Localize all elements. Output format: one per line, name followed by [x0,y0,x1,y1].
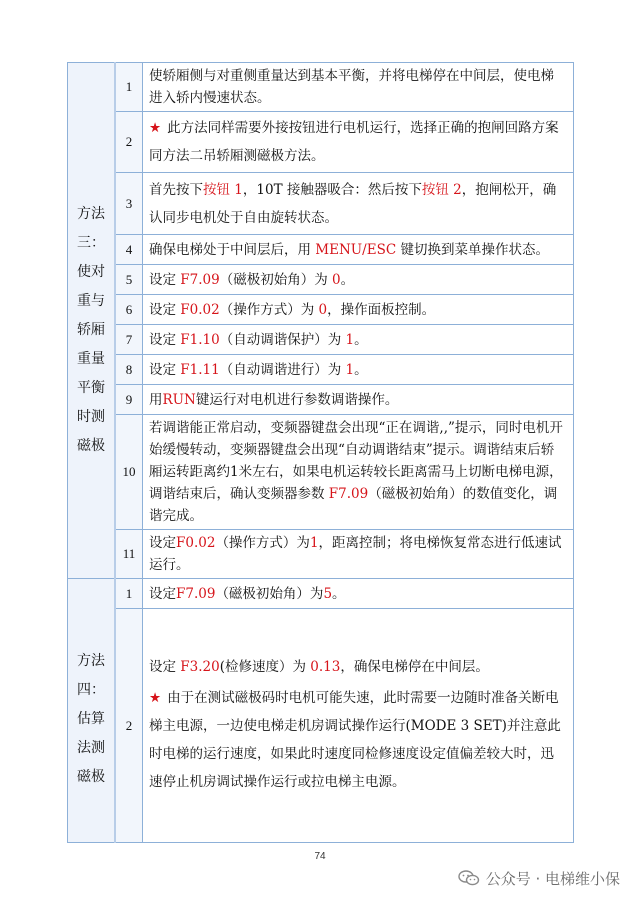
page-number: 74 [314,851,326,862]
body-text: （操作方式）为 [219,301,319,318]
table-row [68,415,574,530]
paragraph [149,656,567,678]
highlight-text: F7.09 [328,486,369,502]
table-row [68,579,574,609]
table-row [68,385,574,415]
table-row [68,530,574,579]
body-text: ，操作面板控制。 [327,301,436,318]
step-text [143,295,574,325]
highlight-text: F3.20 [180,658,220,675]
body-text: 首先按下 [149,181,203,198]
highlight-text: 5 [323,585,333,602]
body-text: 设定 [149,658,181,675]
body-text: 键运行对电机进行参数调谐操作。 [195,391,399,408]
body-text: 。 [354,331,368,348]
table-row [68,235,574,265]
highlight-text: 1 [309,535,319,551]
table-row [68,265,574,295]
body-text: 。 [354,361,368,378]
step-text [143,325,574,355]
highlight-text: F1.11 [180,361,220,378]
body-text: ，确保电梯停在中间层。 [340,658,489,675]
highlight-text: F1.10 [180,331,220,348]
step-text [143,235,574,265]
step-number: 10 [115,415,143,530]
highlight-text: MENU/ESC [315,241,397,258]
highlight-text: 按钮 2 [421,181,462,198]
body-text: 若调谐能正常启动，变频器键盘会出现“正在调谐,,”提示，同时电机开始缓慢转动，变频器键盘会出现“自动调谐结束”提示。调谐结束后轿厢运转距离约1米左右，如果电机运转较长距离需马上切断电梯电源，调谐结束后，确认变频器参数 [149,420,563,502]
highlight-text: RUN [162,391,196,408]
body-text: 用 [149,391,163,408]
step-number: 6 [115,295,143,325]
body-text: 键切换到菜单操作状态。 [396,241,549,258]
wechat-icon [458,870,480,886]
highlight-text: 1 [345,361,355,378]
body-text: （自动调谐进行）为 [219,361,346,378]
table-row [68,173,574,235]
step-number: 11 [115,530,143,579]
step-number: 8 [115,355,143,385]
body-text: 设定 [149,361,181,378]
highlight-text: F0.02 [180,301,220,318]
body-text: 使轿厢侧与对重侧重量达到基本平衡，并将电梯停在中间层，使电梯进入轿内慢速状态。 [149,68,554,106]
body-text: （自动调谐保护）为 [219,331,346,348]
highlight-text: F0.02 [176,535,216,551]
body-text: ，距离控制；将电梯恢复常态进行低速试运行。 [149,535,562,573]
body-text: 。 [340,271,355,288]
step-text [143,63,574,112]
step-text [143,265,574,295]
step-text [143,530,574,579]
body-text: (检修速度）为 [219,658,311,675]
table-row [68,295,574,325]
star-icon: ★ [149,689,162,706]
body-text: ，抱闸松开，确认同步电机处于自由旋转状态。 [149,181,557,226]
body-text: （磁极初始角）为 [215,585,324,602]
star-icon: ★ [149,120,162,136]
step-number: 7 [115,325,143,355]
body-text: 设定 [149,331,181,348]
watermark-text: 公众号 · 电梯维小保 [485,869,620,888]
body-text: ，10T 接触器吸合：然后按下 [242,181,422,198]
step-number: 4 [115,235,143,265]
step-number: 2 [115,112,143,173]
highlight-text: 0 [332,271,341,288]
method-label: 方法四：估算法测磁极 [68,579,116,843]
step-text [143,609,574,843]
body-text: 设定 [149,585,176,602]
paragraph [149,684,567,796]
method-label: 方法三：使对重与轿厢重量平衡时测磁极 [68,63,116,579]
highlight-text: 0.13 [310,658,341,675]
body-text: 由于在测试磁极码时电机可能失速，此时需要一边随时准备关断电梯主电源，一边使电梯走机房调试操作运行(MODE 3 SET)并注意此时电梯的运行速度，如果此时速度同检修速度设定值偏差较大时，迅速停止机房调试操作运行或拉电梯主电源。 [149,689,561,790]
step-text [143,385,574,415]
step-text [143,579,574,609]
highlight-text: F7.09 [180,271,220,288]
table-row [68,609,574,843]
body-text: （操作方式）为 [215,535,310,551]
body-text: 确保电梯处于中间层后，用 [149,241,316,258]
highlight-text: 0 [318,301,328,318]
body-text: 设定 [149,271,181,288]
step-number: 1 [115,579,143,609]
watermark [458,868,620,888]
table-row [68,325,574,355]
body-text: 设定 [149,301,181,318]
highlight-text: 1 [345,331,355,348]
table-row [68,355,574,385]
body-text: 。 [332,585,346,602]
table-row [68,63,574,112]
step-number: 9 [115,385,143,415]
step-number: 5 [115,265,143,295]
body-text: （磁极初始角）为 [219,271,333,288]
step-text [143,173,574,235]
body-text: 此方法同样需要外接按钮进行电机运行，选择正确的抱闸回路方案同方法二吊轿厢测磁极方法。 [149,120,559,164]
body-text: 设定 [149,535,176,551]
step-text [143,415,574,530]
step-number: 3 [115,173,143,235]
highlight-text: 按钮 1 [203,181,243,198]
procedure-table [67,62,574,843]
step-number: 2 [115,609,143,843]
table-row [68,112,574,173]
step-text [143,112,574,173]
step-number: 1 [115,63,143,112]
highlight-text: F7.09 [176,585,216,602]
body-text: （磁极初始角）的数值变化，调谐完成。 [149,486,558,524]
step-text [143,355,574,385]
